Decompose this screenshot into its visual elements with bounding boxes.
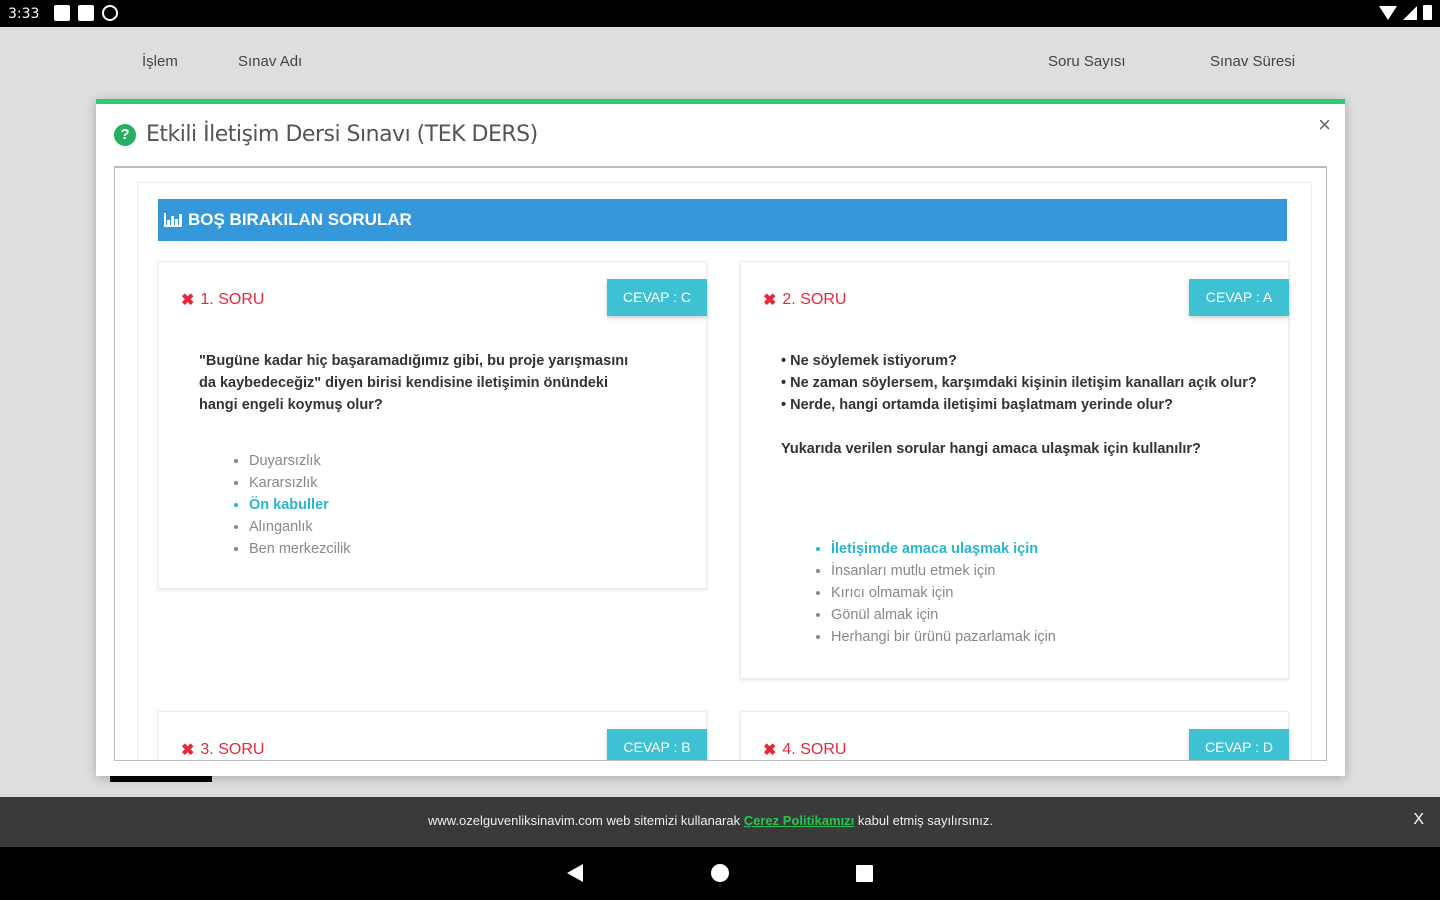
status-time: 3:33: [8, 6, 40, 22]
header-sinav-suresi: Sınav Süresi: [1210, 53, 1296, 70]
answer-badge: CEVAP : A: [1189, 279, 1289, 316]
question-text: [781, 350, 1261, 460]
option-item: • Herhangi bir ürünü pazarlamak için: [831, 626, 1056, 648]
question-number-label: 1. SORU: [200, 291, 265, 308]
question-number: [181, 740, 264, 760]
sync-icon: [102, 5, 118, 21]
sd-card-icon: [78, 5, 94, 21]
cookie-message: [428, 813, 993, 828]
option-item: • Alınganlık: [249, 516, 351, 538]
question-card: [740, 711, 1289, 761]
answer-badge: CEVAP : D: [1189, 729, 1289, 761]
recent-apps-icon[interactable]: [856, 865, 873, 882]
options-list: [249, 450, 351, 560]
wrong-x-icon: ✖: [763, 292, 777, 309]
close-button[interactable]: ×: [1318, 112, 1331, 137]
battery-icon: [1423, 5, 1432, 20]
section-title: BOŞ BIRAKILAN SORULAR: [188, 210, 412, 229]
home-icon[interactable]: [711, 864, 729, 882]
bar-chart-icon: [164, 213, 182, 227]
result-panel: [137, 182, 1312, 761]
question-number: [181, 290, 264, 310]
question-line: • Ne söylemek istiyorum?: [781, 353, 957, 369]
exam-result-modal: [96, 99, 1345, 776]
navigation-bar: [0, 847, 1440, 900]
system-icons: [1379, 5, 1432, 20]
notification-icon: [54, 5, 70, 21]
signal-icon: [1403, 6, 1417, 20]
question-line: • Ne zaman söylersem, karşımdaki kişinin iletişim kanalları açık olur?: [781, 375, 1257, 391]
option-item: • Kararsızlık: [249, 472, 351, 494]
question-number: [763, 740, 846, 760]
option-item: • Ben merkezcilik: [249, 538, 351, 560]
question-card: [158, 261, 707, 589]
header-sinav-adi: Sınav Adı: [238, 53, 303, 70]
answer-badge: CEVAP : C: [607, 279, 707, 316]
question-card: [158, 711, 707, 761]
wrong-x-icon: ✖: [763, 742, 777, 759]
options-list: [831, 538, 1056, 648]
notification-icons: [54, 5, 118, 21]
cookie-prefix: www.ozelguvenliksinavim.com web sitemizi kullanarak: [428, 813, 744, 828]
section-header: [158, 199, 1287, 241]
back-icon[interactable]: [567, 864, 583, 882]
cookie-close-button[interactable]: X: [1413, 811, 1424, 828]
modal-title: [114, 122, 538, 147]
question-number-label: 4. SORU: [782, 741, 847, 758]
option-item: • İnsanları mutlu etmek için: [831, 560, 1056, 582]
modal-title-text: Etkili İletişim Dersi Sınavı (TEK DERS): [146, 122, 538, 147]
cookie-bar: [0, 797, 1440, 847]
wifi-icon: [1379, 6, 1397, 20]
question-number-label: 2. SORU: [782, 291, 847, 308]
cookie-policy-link[interactable]: Çerez Politikamızı: [743, 813, 855, 828]
question-text: "Bugüne kadar hiç başaramadığımız gibi, bu proje yarışmasını da kaybedeceğiz" diyen birisi kendisine iletişimin önündeki hangi engeli koymuş olur?: [199, 353, 629, 413]
status-bar: [0, 0, 1440, 27]
cookie-suffix: kabul etmiş sayılırsınız.: [854, 813, 993, 828]
question-line: • Nerde, hangi ortamda iletişimi başlatmam yerinde olur?: [781, 397, 1173, 413]
header-islem: İşlem: [142, 53, 178, 70]
question-number-label: 3. SORU: [200, 741, 265, 758]
option-item: • Duyarsızlık: [249, 450, 351, 472]
wrong-x-icon: ✖: [181, 742, 195, 759]
header-soru-sayisi: Soru Sayısı: [1048, 53, 1126, 70]
scroll-indicator: [110, 776, 212, 782]
option-item: • Gönül almak için: [831, 604, 1056, 626]
question-circle-icon: ?: [114, 124, 136, 146]
answer-badge: CEVAP : B: [607, 729, 707, 761]
background-table-header: [0, 27, 1440, 99]
option-item: • Kırıcı olmamak için: [831, 582, 1056, 604]
question-line: Yukarıda verilen sorular hangi amaca ulaşmak için kullanılır?: [781, 441, 1201, 457]
option-item-correct: • İletişimde amaca ulaşmak için: [831, 538, 1056, 560]
modal-body-scroll[interactable]: [114, 166, 1327, 761]
wrong-x-icon: ✖: [181, 292, 195, 309]
option-item-correct: • Ön kabuller: [249, 494, 351, 516]
question-number: [763, 290, 846, 310]
question-card: [740, 261, 1289, 679]
